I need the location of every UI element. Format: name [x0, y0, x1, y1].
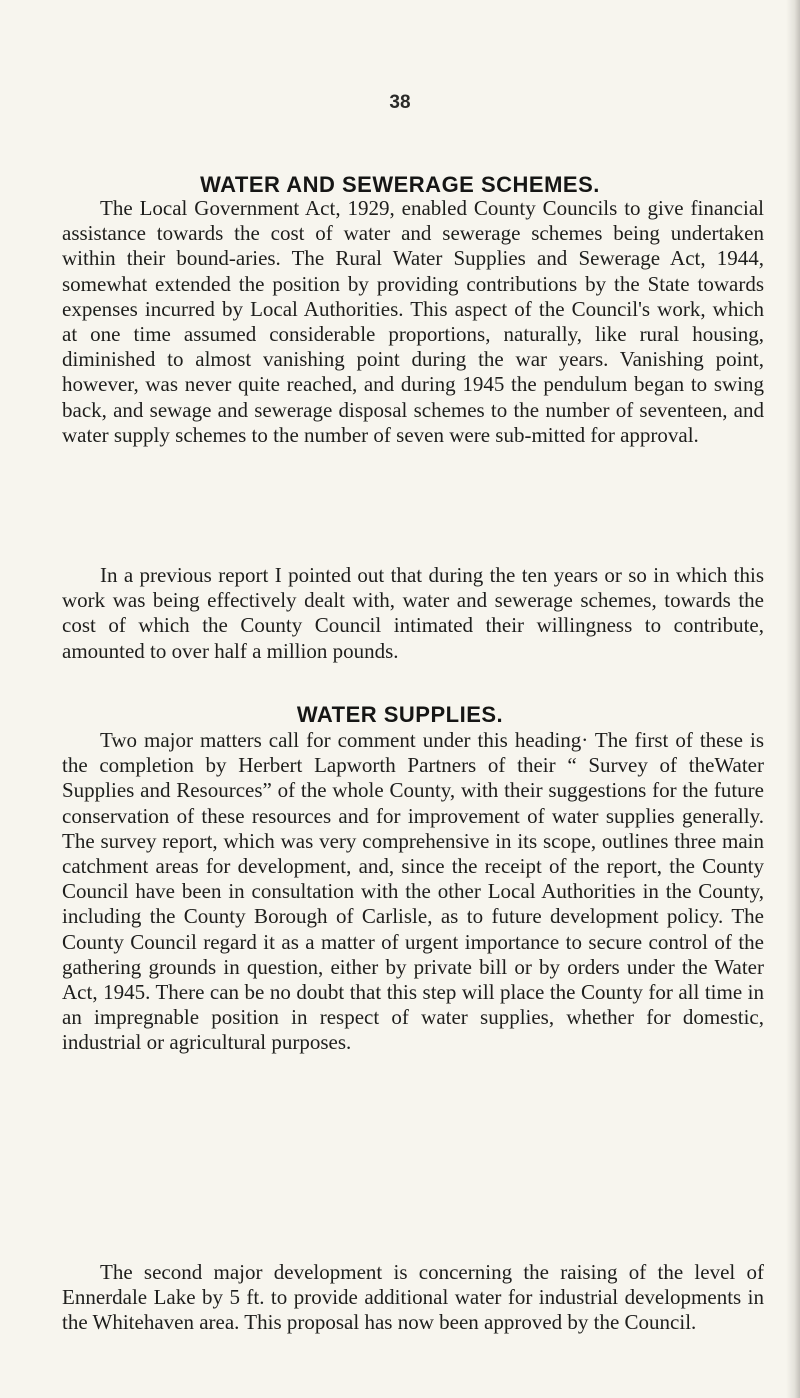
page-edge-shadow	[786, 0, 800, 1398]
paragraph: The Local Government Act, 1929, enabled County Councils to give financial assistance towards the cost of water and sewerage schemes being undertaken within their bound-aries. The Rural Water Supplies and Sewerage Act, 1944, somewhat extended the position by providing contributions by the State towards expenses incurred by Local Authorities. This aspect of the Council's work, which at one time assumed considerable proportions, naturally, like rural housing, diminished to almost vanishing point during the war years. Vanishing point, however, was never quite reached, and during 1945 the pendulum began to swing back, and sewage and sewerage disposal schemes to the number of seventeen, and water supply schemes to the number of seven were sub-mitted for approval.	[62, 196, 764, 447]
section-heading-water-sewerage: WATER AND SEWERAGE SCHEMES.	[200, 172, 600, 197]
section-heading-water-supplies: WATER SUPPLIES.	[296, 702, 504, 727]
page-number: 38	[389, 92, 411, 113]
paragraph: Two major matters call for comment under this heading· The first of these is the completion by Herbert Lapworth Partners of their “ Survey of theWater Supplies and Resources” of the whole County, with their suggestions for the future conservation of these resources and for improvement of water supplies generally. The survey report, which was very comprehensive in its scope, outlines three main catchment areas for development, and, since the receipt of the report, the County Council have been in consultation with the other Local Authorities in the County, including the County Borough of Carlisle, as to future development policy. The County Council regard it as a matter of urgent importance to secure control of the gathering grounds in question, either by private bill or by orders under the Water Act, 1945. There can be no doubt that this step will place the County for all time in an impregnable position in respect of water supplies, whether for domestic, industrial or agricultural purposes.	[62, 728, 764, 1055]
paragraph: In a previous report I pointed out that during the ten years or so in which this work was being effectively dealt with, water and sewerage schemes, towards the cost of which the County Council intimated their willingness to contribute, amounted to over half a million pounds.	[62, 563, 764, 663]
paragraph: The second major development is concerning the raising of the level of Ennerdale Lake by 5 ft. to provide additional water for industrial developments in the Whitehaven area. This proposal has now been approved by the Council.	[62, 1260, 764, 1335]
